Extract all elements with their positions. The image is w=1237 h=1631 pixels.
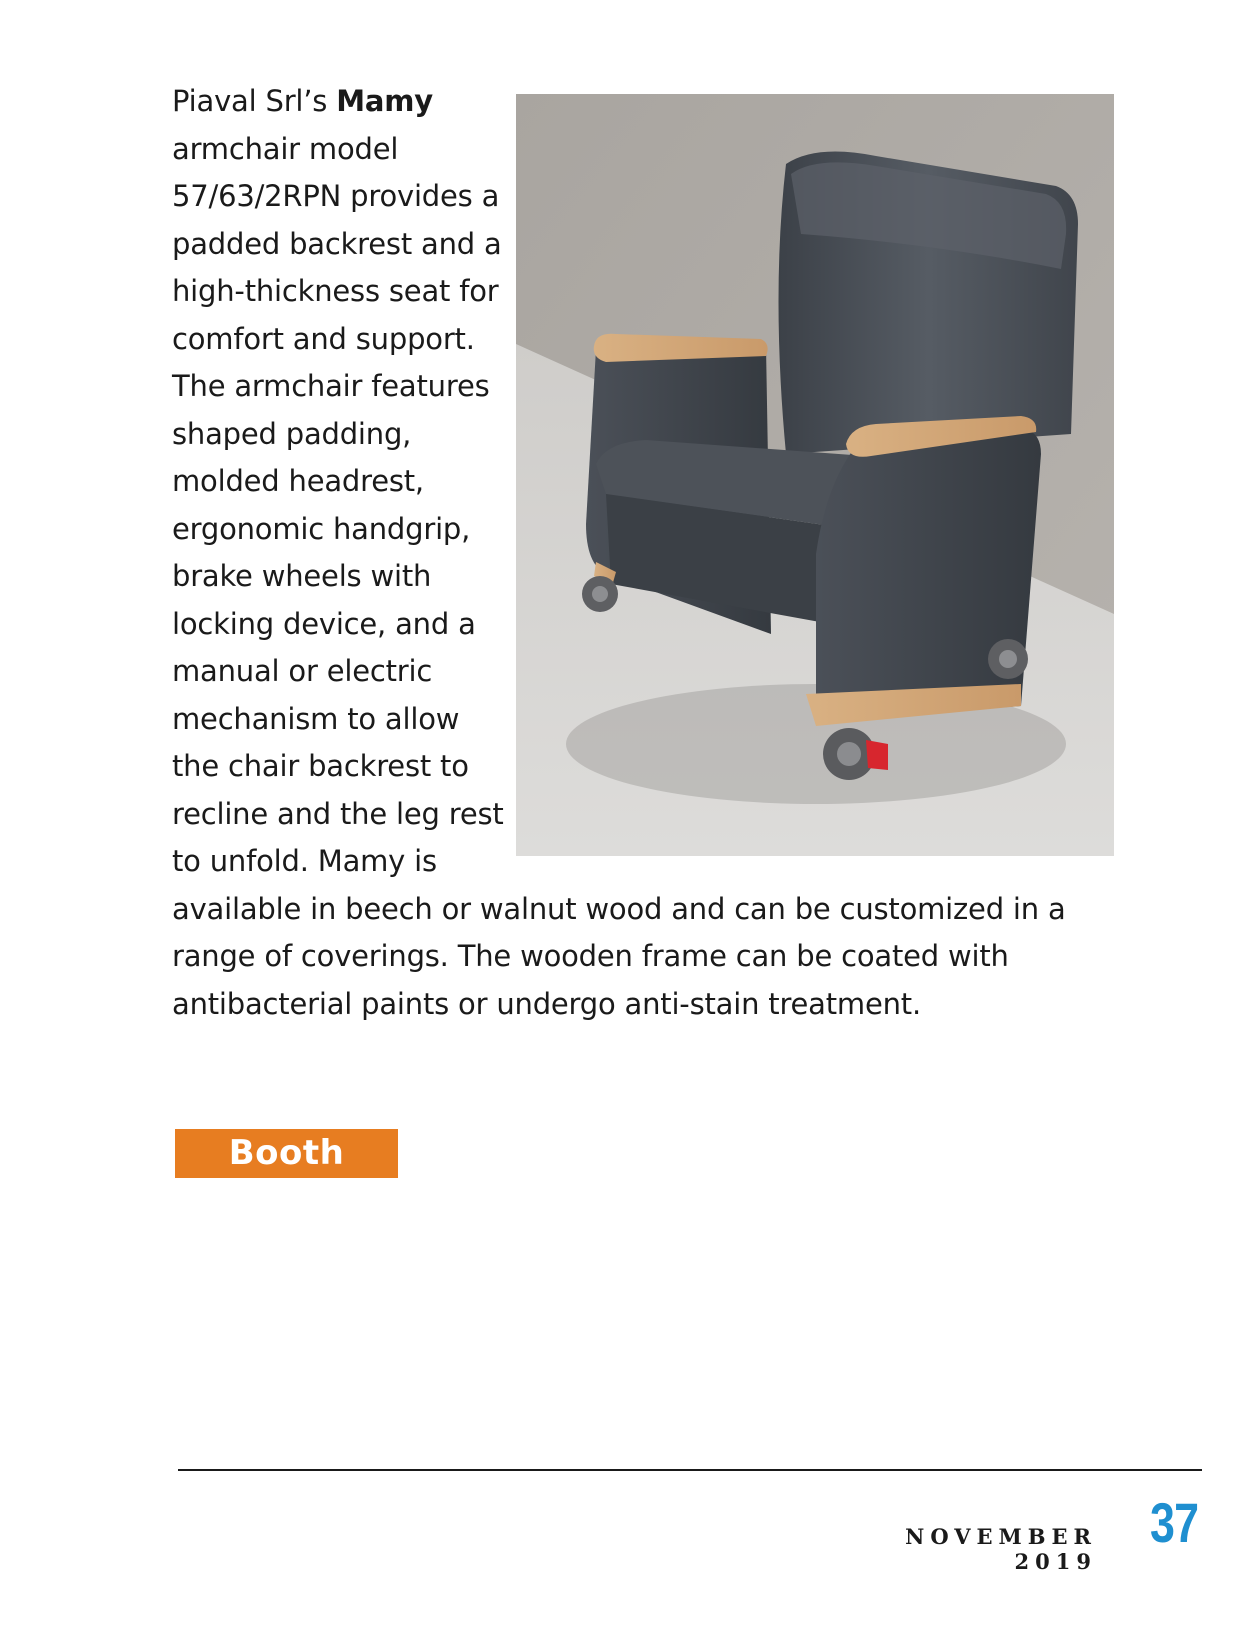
footer-divider (178, 1469, 1202, 1471)
page-number: 37 (1150, 1491, 1199, 1554)
issue-date: NOVEMBER 2019 (905, 1524, 1097, 1574)
article-body: armchair model 57/63/2RPN provides a padded backrest and a high-thickness seat for comfort and support. The armchair features shaped padding, molded headrest, ergonomic handgrip, brake wheels with locking device, and a manual or electric mechanism to allow the chair backrest to recline and the leg rest to unfold. Mamy is available in beech or walnut wood and can be customized in a range of coverings. The wooden frame can be coated with antibacterial paints or undergo anti-stain treatment. (172, 131, 1066, 1021)
product-name: Mamy (336, 84, 433, 118)
article-column (172, 78, 1072, 1028)
booth-badge: Booth #848 (175, 1129, 398, 1178)
armchair-icon (516, 94, 1114, 856)
article-lead: Piaval Srl’s (172, 84, 337, 118)
armchair-photo (516, 94, 1114, 856)
